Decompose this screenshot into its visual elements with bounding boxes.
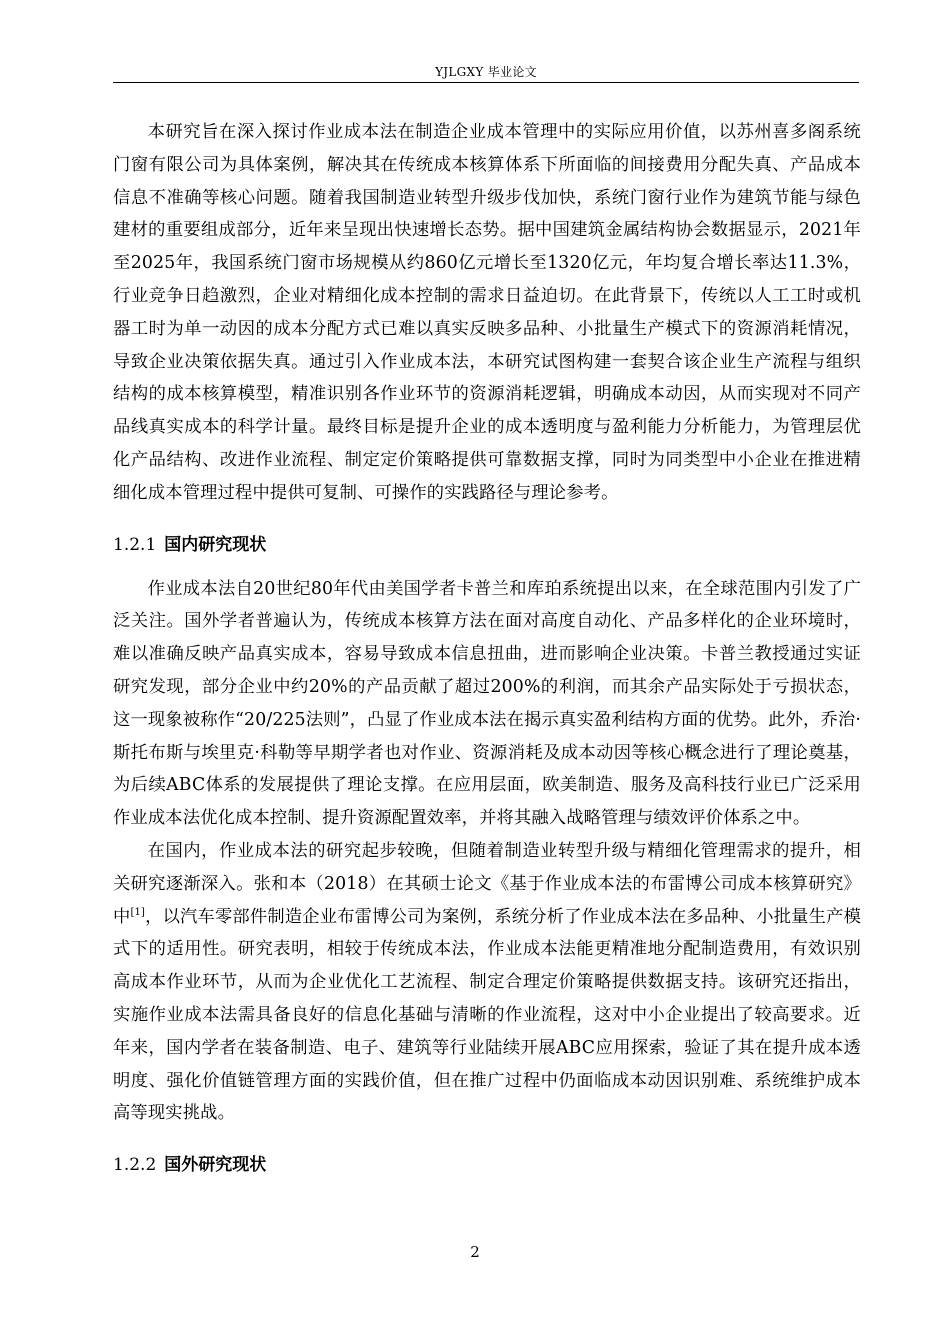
section-heading-foreign — [113, 1149, 861, 1181]
section-title: 国内研究现状 — [164, 534, 267, 555]
page-number: 2 — [470, 1243, 480, 1261]
citation-marker: [1] — [130, 906, 146, 918]
paragraph-domestic-research — [113, 835, 861, 1130]
document-body — [113, 116, 861, 1181]
paragraph-text-a: 在国内，作业成本法的研究起步较晚，但随着制造业转型升级与精细化管理需求的提升，相关研究逐渐深入。张和本（2018）在其硕士论文《基于作业成本法的布雷博公司成本核算研究》中 — [113, 840, 861, 927]
section-number: 1.2.2 — [113, 1155, 157, 1176]
paragraph-research-purpose: 本研究旨在深入探讨作业成本法在制造企业成本管理中的实际应用价值，以苏州喜多阁系统门窗有限公司为具体案例，解决其在传统成本核算体系下所面临的间接费用分配失真、产品成本信息不准确等核心问题。随着我国制造业转型升级步伐加快，系统门窗行业作为建筑节能与绿色建材的重要组成部分，近年来呈现出快速增长态势。据中国建筑金属结构协会数据显示，2021年至2025年，我国系统门窗市场规模从约860亿元增长至1320亿元，年均复合增长率达11.3%，行业竞争日趋激烈，企业对精细化成本控制的需求日益迫切。在此背景下，传统以人工工时或机器工时为单一动因的成本分配方式已难以真实反映多品种、小批量生产模式下的资源消耗情况，导致企业决策依据失真。通过引入作业成本法，本研究试图构建一套契合该企业生产流程与组织结构的成本核算模型，精准识别各作业环节的资源消耗逻辑，明确成本动因，从而实现对不同产品线真实成本的科学计量。最终目标是提升企业的成本透明度与盈利能力分析能力，为管理层优化产品结构、改进作业流程、制定定价策略提供可靠数据支撑，同时为同类型中小企业在推进精细化成本管理过程中提供可复制、可操作的实践路径与理论参考。 — [113, 122, 861, 503]
section-heading-domestic — [113, 529, 861, 561]
header-title: YJLGXY 毕业论文 — [435, 65, 537, 79]
section-number: 1.2.1 — [113, 534, 157, 555]
running-header — [113, 62, 859, 83]
section-title: 国外研究现状 — [164, 1155, 267, 1176]
paragraph-abc-origins: 作业成本法自20世纪80年代由美国学者卡普兰和库珀系统提出以来，在全球范围内引发了广泛关注。国外学者普遍认为，传统成本核算方法在面对高度自动化、产品多样化的企业环境时，难以准确反映产品真实成本，容易导致成本信息扭曲，进而影响企业决策。卡普兰教授通过实证研究发现，部分企业中约20%的产品贡献了超过200%的利润，而其余产品实际处于亏损状态，这一现象被称作“20/225法则”，凸显了作业成本法在揭示真实盈利结构方面的优势。此外，乔治·斯托布斯与埃里克·科勒等早期学者也对作业、资源消耗及成本动因等核心概念进行了理论奠基，为后续ABC体系的发展提供了理论支撑。在应用层面，欧美制造、服务及高科技行业已广泛采用作业成本法优化成本控制、提升资源配置效率，并将其融入战略管理与绩效评价体系之中。 — [113, 578, 861, 829]
paragraph-text-b: ，以汽车零部件制造企业布雷博公司为案例，系统分析了作业成本法在多品种、小批量生产模式下的适用性。研究表明，相较于传统成本法，作业成本法能更精准地分配制造费用，有效识别高成本作业环节，从而为企业优化工艺流程、制定合理定价策略提供数据支持。该研究还指出，实施作业成本法需具备良好的信息化基础与清晰的作业流程，这对中小企业提出了较高要求。近年来，国内学者在装备制造、电子、建筑等行业陆续开展ABC应用探索，验证了其在提升成本透明度、强化价值链管理方面的实践价值，但在推广过程中仍面临成本动因识别难、系统维护成本高等现实挑战。 — [113, 906, 861, 1124]
